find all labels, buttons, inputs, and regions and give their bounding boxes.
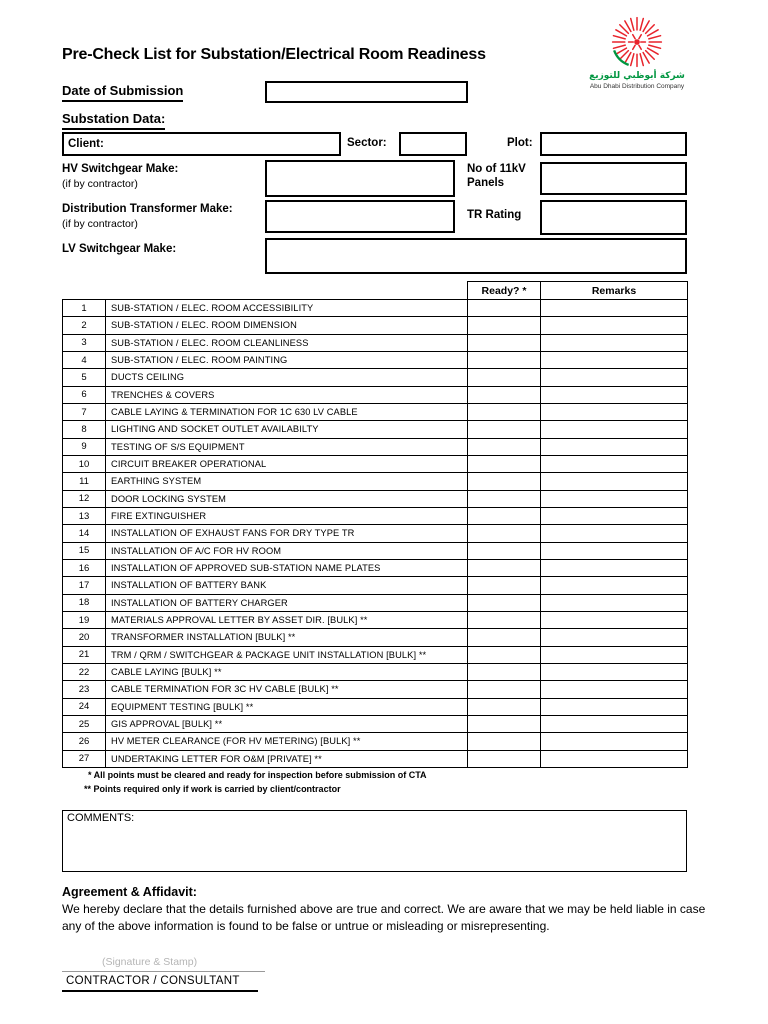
remarks-cell[interactable] bbox=[541, 715, 688, 732]
ready-cell[interactable] bbox=[468, 577, 541, 594]
row-description: SUB-STATION / ELEC. ROOM DIMENSION bbox=[106, 317, 468, 334]
ready-cell[interactable] bbox=[468, 421, 541, 438]
row-number: 26 bbox=[63, 733, 106, 750]
checklist-body bbox=[63, 300, 688, 768]
remarks-cell[interactable] bbox=[541, 386, 688, 403]
remarks-cell[interactable] bbox=[541, 403, 688, 420]
remarks-cell[interactable] bbox=[541, 317, 688, 334]
remarks-cell[interactable] bbox=[541, 525, 688, 542]
remarks-cell[interactable] bbox=[541, 300, 688, 317]
client-label: Client: bbox=[68, 138, 104, 150]
signature-stamp-label: (Signature & Stamp) bbox=[102, 956, 198, 968]
row-number: 3 bbox=[63, 334, 106, 351]
remarks-cell[interactable] bbox=[541, 629, 688, 646]
date-of-submission-input[interactable] bbox=[265, 81, 468, 103]
row-number: 9 bbox=[63, 438, 106, 455]
ready-cell[interactable] bbox=[468, 594, 541, 611]
hv-switchgear-make-label: HV Switchgear Make: bbox=[62, 163, 179, 175]
ready-cell[interactable] bbox=[468, 525, 541, 542]
signature-underline bbox=[62, 990, 258, 992]
comments-input[interactable] bbox=[62, 810, 687, 872]
row-number: 14 bbox=[63, 525, 106, 542]
ready-column-header: Ready? * bbox=[468, 282, 541, 300]
row-number: 24 bbox=[63, 698, 106, 715]
row-description: DOOR LOCKING SYSTEM bbox=[106, 490, 468, 507]
signature-line bbox=[62, 971, 265, 972]
table-row bbox=[63, 715, 688, 732]
table-row bbox=[63, 455, 688, 472]
row-description: SUB-STATION / ELEC. ROOM ACCESSIBILITY bbox=[106, 300, 468, 317]
ready-cell[interactable] bbox=[468, 300, 541, 317]
ready-cell[interactable] bbox=[468, 646, 541, 663]
row-number: 16 bbox=[63, 559, 106, 576]
tr-rating-input[interactable] bbox=[540, 200, 687, 235]
row-number: 18 bbox=[63, 594, 106, 611]
ready-cell[interactable] bbox=[468, 629, 541, 646]
plot-label: Plot: bbox=[507, 137, 533, 149]
table-row bbox=[63, 334, 688, 351]
table-row bbox=[63, 473, 688, 490]
table-row bbox=[63, 542, 688, 559]
sector-input[interactable] bbox=[399, 132, 467, 156]
row-description: CABLE LAYING & TERMINATION FOR 1C 630 LV CABLE bbox=[106, 403, 468, 420]
row-number: 4 bbox=[63, 351, 106, 368]
sector-label: Sector: bbox=[347, 137, 387, 149]
row-number: 8 bbox=[63, 421, 106, 438]
row-number: 25 bbox=[63, 715, 106, 732]
remarks-cell[interactable] bbox=[541, 646, 688, 663]
hv-switchgear-make-input[interactable] bbox=[265, 160, 455, 197]
hv-switchgear-note: (if by contractor) bbox=[62, 178, 138, 190]
row-number: 13 bbox=[63, 507, 106, 524]
table-row bbox=[63, 733, 688, 750]
remarks-cell[interactable] bbox=[541, 594, 688, 611]
row-number: 23 bbox=[63, 681, 106, 698]
row-number: 21 bbox=[63, 646, 106, 663]
remarks-cell[interactable] bbox=[541, 733, 688, 750]
ready-cell[interactable] bbox=[468, 681, 541, 698]
lv-switchgear-make-input[interactable] bbox=[265, 238, 687, 274]
ready-cell[interactable] bbox=[468, 403, 541, 420]
ready-cell[interactable] bbox=[468, 317, 541, 334]
row-description: MATERIALS APPROVAL LETTER BY ASSET DIR. [BULK] ** bbox=[106, 611, 468, 628]
table-row bbox=[63, 629, 688, 646]
table-row bbox=[63, 507, 688, 524]
table-row bbox=[63, 525, 688, 542]
row-description: TESTING OF S/S EQUIPMENT bbox=[106, 438, 468, 455]
panels-count-label: No of 11kV Panels bbox=[467, 163, 526, 189]
remarks-cell[interactable] bbox=[541, 438, 688, 455]
row-description: GIS APPROVAL [BULK] ** bbox=[106, 715, 468, 732]
row-number: 10 bbox=[63, 455, 106, 472]
page-title: Pre-Check List for Substation/Electrical Room Readiness bbox=[62, 46, 486, 63]
row-number: 7 bbox=[63, 403, 106, 420]
checklist-table bbox=[62, 281, 688, 768]
row-description: CABLE TERMINATION FOR 3C HV CABLE [BULK] ** bbox=[106, 681, 468, 698]
remarks-cell[interactable] bbox=[541, 455, 688, 472]
table-row bbox=[63, 438, 688, 455]
remarks-cell[interactable] bbox=[541, 611, 688, 628]
contractor-consultant-label: CONTRACTOR / CONSULTANT bbox=[66, 975, 240, 987]
remarks-cell[interactable] bbox=[541, 663, 688, 680]
table-row bbox=[63, 369, 688, 386]
row-description: EARTHING SYSTEM bbox=[106, 473, 468, 490]
row-number: 11 bbox=[63, 473, 106, 490]
row-number: 1 bbox=[63, 300, 106, 317]
remarks-column-header: Remarks bbox=[541, 282, 688, 300]
remarks-cell[interactable] bbox=[541, 421, 688, 438]
row-description: CABLE LAYING [BULK] ** bbox=[106, 663, 468, 680]
ready-cell[interactable] bbox=[468, 455, 541, 472]
row-number: 12 bbox=[63, 490, 106, 507]
substation-data-heading: Substation Data: bbox=[62, 111, 165, 130]
table-row bbox=[63, 317, 688, 334]
remarks-cell[interactable] bbox=[541, 473, 688, 490]
table-row bbox=[63, 490, 688, 507]
ready-cell[interactable] bbox=[468, 750, 541, 767]
lv-switchgear-make-label: LV Switchgear Make: bbox=[62, 243, 177, 255]
addc-logo bbox=[583, 12, 691, 90]
row-description: LIGHTING AND SOCKET OUTLET AVAILABILTY bbox=[106, 421, 468, 438]
distribution-transformer-note: (if by contractor) bbox=[62, 218, 138, 230]
row-number: 22 bbox=[63, 663, 106, 680]
row-number: 27 bbox=[63, 750, 106, 767]
ready-cell[interactable] bbox=[468, 490, 541, 507]
remarks-cell[interactable] bbox=[541, 577, 688, 594]
header-spacer bbox=[63, 282, 468, 300]
table-header-row bbox=[63, 282, 688, 300]
row-number: 17 bbox=[63, 577, 106, 594]
addc-english-name: Abu Dhabi Distribution Company bbox=[589, 82, 685, 90]
table-row bbox=[63, 421, 688, 438]
ready-cell[interactable] bbox=[468, 369, 541, 386]
table-row bbox=[63, 681, 688, 698]
ready-cell[interactable] bbox=[468, 473, 541, 490]
agreement-title: Agreement & Affidavit: bbox=[62, 885, 197, 899]
remarks-cell[interactable] bbox=[541, 334, 688, 351]
footnote-single-asterisk: * All points must be cleared and ready for inspection before submission of CTA bbox=[88, 770, 427, 780]
ready-cell[interactable] bbox=[468, 351, 541, 368]
table-row bbox=[63, 577, 688, 594]
row-number: 15 bbox=[63, 542, 106, 559]
remarks-cell[interactable] bbox=[541, 490, 688, 507]
row-description: INSTALLATION OF BATTERY CHARGER bbox=[106, 594, 468, 611]
row-description: DUCTS CEILING bbox=[106, 369, 468, 386]
row-description: UNDERTAKING LETTER FOR O&M [PRIVATE] ** bbox=[106, 750, 468, 767]
row-description: INSTALLATION OF BATTERY BANK bbox=[106, 577, 468, 594]
row-description: TRANSFORMER INSTALLATION [BULK] ** bbox=[106, 629, 468, 646]
row-description: TRM / QRM / SWITCHGEAR & PACKAGE UNIT INSTALLATION [BULK] ** bbox=[106, 646, 468, 663]
client-field[interactable] bbox=[62, 132, 341, 156]
table-row bbox=[63, 594, 688, 611]
comments-label: COMMENTS: bbox=[67, 812, 135, 824]
row-description: SUB-STATION / ELEC. ROOM PAINTING bbox=[106, 351, 468, 368]
remarks-cell[interactable] bbox=[541, 542, 688, 559]
plot-input[interactable] bbox=[540, 132, 687, 156]
date-of-submission-label: Date of Submission bbox=[62, 83, 183, 102]
ready-cell[interactable] bbox=[468, 611, 541, 628]
table-row bbox=[63, 351, 688, 368]
remarks-cell[interactable] bbox=[541, 559, 688, 576]
remarks-cell[interactable] bbox=[541, 698, 688, 715]
table-row bbox=[63, 386, 688, 403]
panels-count-input[interactable] bbox=[540, 162, 687, 195]
distribution-transformer-make-input[interactable] bbox=[265, 200, 455, 233]
agreement-body: We hereby declare that the details furnished above are true and correct. We are aware that we may be held liable in case any of the above information is found to be false or untrue or misleading or misrepresenting. bbox=[62, 902, 706, 933]
table-row bbox=[63, 300, 688, 317]
row-description: INSTALLATION OF A/C FOR HV ROOM bbox=[106, 542, 468, 559]
row-description: TRENCHES & COVERS bbox=[106, 386, 468, 403]
remarks-cell[interactable] bbox=[541, 369, 688, 386]
ready-cell[interactable] bbox=[468, 663, 541, 680]
ready-cell[interactable] bbox=[468, 334, 541, 351]
row-number: 20 bbox=[63, 629, 106, 646]
ready-cell[interactable] bbox=[468, 438, 541, 455]
ready-cell[interactable] bbox=[468, 559, 541, 576]
table-row bbox=[63, 646, 688, 663]
ready-cell[interactable] bbox=[468, 386, 541, 403]
table-row bbox=[63, 663, 688, 680]
row-description: INSTALLATION OF EXHAUST FANS FOR DRY TYPE TR bbox=[106, 525, 468, 542]
ready-cell[interactable] bbox=[468, 542, 541, 559]
remarks-cell[interactable] bbox=[541, 507, 688, 524]
table-row bbox=[63, 750, 688, 767]
tr-rating-label: TR Rating bbox=[467, 209, 522, 221]
row-number: 19 bbox=[63, 611, 106, 628]
row-description: HV METER CLEARANCE (FOR HV METERING) [BULK] ** bbox=[106, 733, 468, 750]
footnote-double-asterisk: ** Points required only if work is carried by client/contractor bbox=[84, 784, 341, 794]
ready-cell[interactable] bbox=[468, 507, 541, 524]
ready-cell[interactable] bbox=[468, 733, 541, 750]
remarks-cell[interactable] bbox=[541, 681, 688, 698]
ready-cell[interactable] bbox=[468, 715, 541, 732]
distribution-transformer-make-label: Distribution Transformer Make: bbox=[62, 203, 233, 215]
row-number: 5 bbox=[63, 369, 106, 386]
table-row bbox=[63, 698, 688, 715]
table-row bbox=[63, 611, 688, 628]
remarks-cell[interactable] bbox=[541, 351, 688, 368]
ready-cell[interactable] bbox=[468, 698, 541, 715]
remarks-cell[interactable] bbox=[541, 750, 688, 767]
addc-logo-icon bbox=[607, 12, 667, 72]
row-number: 6 bbox=[63, 386, 106, 403]
table-row bbox=[63, 559, 688, 576]
row-number: 2 bbox=[63, 317, 106, 334]
row-description: SUB-STATION / ELEC. ROOM CLEANLINESS bbox=[106, 334, 468, 351]
row-description: INSTALLATION OF APPROVED SUB-STATION NAME PLATES bbox=[106, 559, 468, 576]
addc-arabic-name: شركة أبوظبي للتوزيع bbox=[589, 71, 685, 81]
table-row bbox=[63, 403, 688, 420]
row-description: FIRE EXTINGUISHER bbox=[106, 507, 468, 524]
row-description: CIRCUIT BREAKER OPERATIONAL bbox=[106, 455, 468, 472]
row-description: EQUIPMENT TESTING [BULK] ** bbox=[106, 698, 468, 715]
